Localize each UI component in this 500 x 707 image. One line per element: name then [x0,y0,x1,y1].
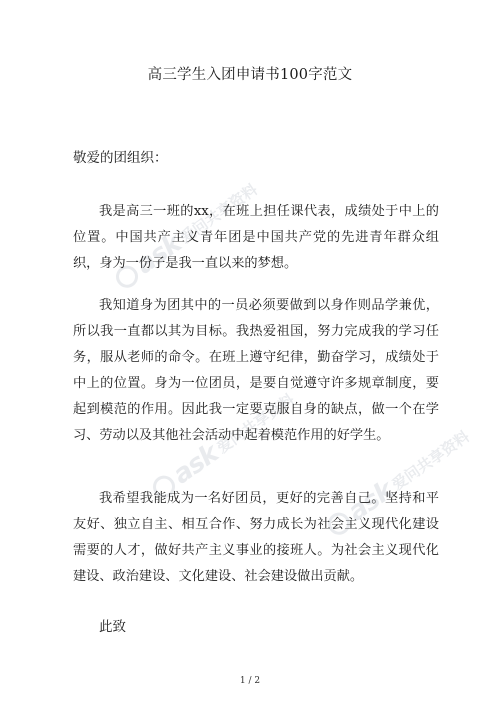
salutation: 敬爱的团组织： [73,150,168,166]
watermark-logo: ask [167,438,224,491]
body-paragraph: 我知道身为团其中的一员必须要做到以身作则品学兼优，所以我一直都以其为目标。我热爱祖国，努力完成我的学习任务，服从老师的命令。在班上遵守纪律，勤奋学习，成绩处于中上的位置。身为一位团员，是要自觉遵守许多规章制度，要起到模范的作用。因此我一定要克服自身的缺点，做一个在学习、劳动以及其他社会活动中起着模范作用的好学生。 [73,298,439,443]
page-number: 1 / 2 [239,676,261,686]
watermark-text: 爱问共享资料 [176,180,261,247]
body-paragraph: 我希望我能成为一名好团员，更好的完善自己。坚持和平友好、独立自主、相互合作、努力成长为社会主义现代化建设需要的人才，做好共产主义事业的接班人。为社会主义现代化建设、政治建设、文化建设、社会建设做出贡献。 [73,491,439,584]
watermark-logo: ask [342,475,399,528]
watermark-logo: ask [130,228,187,281]
body-paragraph: 我是高三一班的xx，在班上担任课代表，成绩处于中上的位置。中国共产主义青年团是中国共产党的先进青年群众组织，身为一份子是我一直以来的梦想。 [73,204,439,271]
document-title: 高三学生入团申请书100字范文 [147,67,353,83]
closing: 此致 [99,619,126,635]
watermark-text: 爱问共享资料 [213,390,298,457]
watermark-text: 爱问共享资料 [388,427,473,494]
